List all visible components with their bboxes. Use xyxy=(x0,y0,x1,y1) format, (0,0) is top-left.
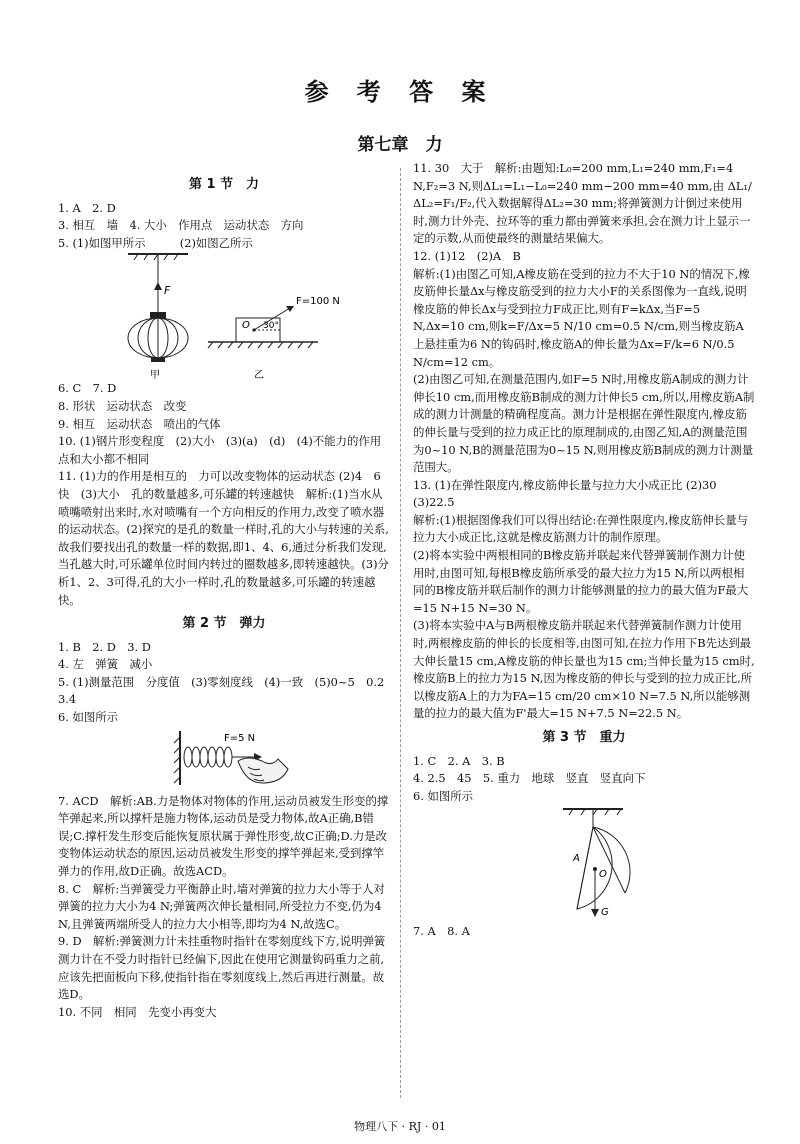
answer-paragraph: (2)由图乙可知,在测量范围内,如F=5 N时,用橡皮筋A制成的测力计伸长10 cm,而用橡皮筋B制成的测力计伸长5 cm,所以,用橡皮筋A制成的测力计测量的精确程度高。测力计是根据在弹性限度内,橡皮筋的伸长量与受到的拉力成正比的原理制成的,由图乙知,A的测量范围为0~10 N,B的测量范围为0~15 N,则用橡皮筋B制成的测力计测量范围大。 xyxy=(413,372,755,475)
answer-line: 1. B 2. D 3. D xyxy=(58,639,151,654)
answer-line: 10. 不同 相同 先变小再变大 xyxy=(58,1004,217,1019)
answer-paragraph: 10. (1)钢片形变程度 (2)大小 (3)(a) (d) (4)不能力的作用点和大小都不相同 xyxy=(58,434,382,466)
answer-line: 3. 相互 墙 4. 大小 作用点 运动状态 方向 xyxy=(58,218,304,233)
answer-line: 4. 2.5 45 5. 重力 地球 竖直 竖直向下 xyxy=(413,771,646,786)
fig4-gravity-label: G xyxy=(601,907,609,919)
answer-line: 9. 相互 运动状态 喷出的气体 xyxy=(58,416,221,431)
fig2-force-label: F=100 N xyxy=(296,296,340,308)
page-title: 参 考 答 案 xyxy=(304,77,496,106)
lantern-and-block-figure xyxy=(58,252,390,380)
section-1-title: 第 1 节 力 xyxy=(188,177,260,192)
answer-paragraph: 5. (1)测量范围 分度值 (3)零刻度线 (4)一致 (5)0~5 0.2 3.4 xyxy=(58,674,396,707)
spring-hand-figure xyxy=(58,727,390,793)
answer-paragraph: 解析:(1)根据图像我们可以得出结论:在弹性限度内,橡皮筋伸长量与拉力大小成正比,这就是橡皮筋测力计的制作原理。 xyxy=(413,512,748,545)
answer-line: 6. 如图所示 xyxy=(58,710,119,725)
section-3-title: 第 3 节 重力 xyxy=(542,730,626,745)
answer-line: 5. (1)如图甲所示 (2)如图乙所示 xyxy=(58,235,253,250)
gravity-semicircle-figure xyxy=(413,805,755,923)
fig2-origin-label: O xyxy=(242,320,250,332)
answer-paragraph: 9. D 解析:弹簧测力计未挂重物时指针在零刻度线下方,说明弹簧测力计在不受力时指针已经偏下,因此在使用它测量钩码重力之前,应该先把面板向下移,使指针指在零刻度线上,然后再进行测量。故选D。 xyxy=(58,934,386,1002)
fig1-force-label: F xyxy=(164,284,171,298)
answer-paragraph: 8. C 解析:当弹簧受力平衡静止时,墙对弹簧的拉力大小等于人对弹簧的拉力大小为4 N;弹簧两次伸长量相同,所受拉力不变,仍为4 N,且弹簧两端所受人的拉力大小相等,即均为4 N,故选C。 xyxy=(58,881,385,931)
section-2-title: 第 2 节 弹力 xyxy=(182,616,266,632)
answer-line: 1. A 2. D xyxy=(58,200,116,215)
answer-line: 7. A 8. A xyxy=(413,924,470,939)
fig2-caption: 乙 xyxy=(254,370,264,381)
answer-line: 6. 如图所示 xyxy=(413,788,474,803)
answer-paragraph: 解析:(1)由图乙可知,A橡皮筋在受到的拉力不大于10 N的情况下,橡皮筋伸长量Δx与橡皮筋受到的拉力大小F的关系图像为一直线,说明橡皮筋的伸长Δx与受到拉力F成正比,则有F=kΔx,当F=5 N,Δx=10 cm,则k=F/Δx=5 N/10 cm=0.5 N/cm,则当橡皮筋A上悬挂重为6 N的钩码时,橡皮筋A的伸长量为Δx=F/k=6 N/0.5 N/cm=12 cm。 xyxy=(413,266,750,369)
spring-figure-block xyxy=(58,727,390,793)
gravity-figure-block xyxy=(413,805,755,923)
fig4-point-a: A xyxy=(573,853,580,865)
chapter-title: 第七章 力 xyxy=(357,135,443,155)
page-footer: 物理八下 · RJ · 01 xyxy=(354,1120,446,1133)
answer-paragraph: 13. (1)在弹性限度内,橡皮筋伸长量与拉力大小成正比 (2)30 (3)22.5 xyxy=(413,477,728,510)
answer-paragraph: 11. (1)力的作用是相互的 力可以改变物体的运动状态 (2)4 6 快 (3)大小 孔的数量越多,可乐罐的转速越快 解析:(1)当水从喷嘴喷射出来时,水对喷嘴有一个方向相反的作用力,改变了喷水器的运动状态。(2)探究的是孔的数量一样时,孔的大小与转速的关系,故我们要找出孔的数量一样的数据,即1、4、6,通过分析我们发现,当孔越大时,可乐罐单位时间内转过的圈数越多,即转速越快。(3)分析1、2、3可得,孔的大小一样时,孔的数量越多,可乐罐的转速越快。 xyxy=(58,469,393,607)
answer-paragraph: 7. ACD 解析:AB.力是物体对物体的作用,运动员被发生形变的撑竿弹起来,所以撑杆是施力物体,运动员是受力物体,故A正确,B错误;C.撑杆发生形变后能恢复原状属于弹性形变,故C正确;D.力是改变物体运动状态的原因,运动员被发生形变的撑竿弹起来,受到撑竿弹力的作用,故D正确。故选ACD。 xyxy=(58,793,389,879)
answer-line: 12. (1)12 (2)A B xyxy=(413,248,521,263)
answer-paragraph: (2)将本实验中两根相同的B橡皮筋并联起来代替弹簧制作测力计使用时,由图可知,每根B橡皮筋所承受的最大拉力为15 N,所以两根相同的B橡皮筋并联后制作的测力计能够测量的拉力的最大值为F最大=15 N+15 N=30 N。 xyxy=(413,548,749,615)
answer-line: 1. C 2. A 3. B xyxy=(413,753,505,768)
answer-line: 6. C 7. D xyxy=(58,381,117,396)
fig4-origin-label: O xyxy=(599,869,607,881)
right-column xyxy=(413,160,755,941)
answer-line: 4. 左 弹簧 减小 xyxy=(58,657,153,672)
left-column xyxy=(58,170,396,1021)
column-divider xyxy=(400,168,401,1098)
answer-paragraph: (3)将本实验中A与B两根橡皮筋并联起来代替弹簧制作测力计使用时,两根橡皮筋的伸长的长度相等,由图可知,在拉力作用下B先达到最大伸长量15 cm,A橡皮筋的伸长量也为15 cm;当伸长量为15 cm时,橡皮筋B上的拉力为15 N,因为橡皮筋的伸长与受到的拉力成正比,所以橡皮筋A上的力为FA=15 cm/20 cm×10 N=7.5 N,所以能够测量的拉力的最大值为F'最大=15 N+7.5 N=22.5 N。 xyxy=(413,618,755,721)
fig3-force-label: F=5 N xyxy=(224,732,256,744)
figures-lantern-block xyxy=(58,252,390,380)
answer-line: 8. 形状 运动状态 改变 xyxy=(58,398,187,413)
answer-paragraph: 11. 30 大于 解析:由题知:L₀=200 mm,L₁=240 mm,F₁=4 N,F₂=3 N,则ΔL₁=L₁−L₀=240 mm−200 mm=40 mm,由 ΔL₁/ΔL₂=F₁/F₂,代入数据解得ΔL₂=30 mm;将弹簧测力计倒过来使用时,测力计外壳、拉环等的重力都由弹簧来承担,会在测力计上显示一定的示数,从而使最终的测量结果偏大。 xyxy=(413,161,752,246)
fig1-caption: 甲 xyxy=(150,370,160,381)
fig2-angle-label: 30° xyxy=(263,321,279,332)
